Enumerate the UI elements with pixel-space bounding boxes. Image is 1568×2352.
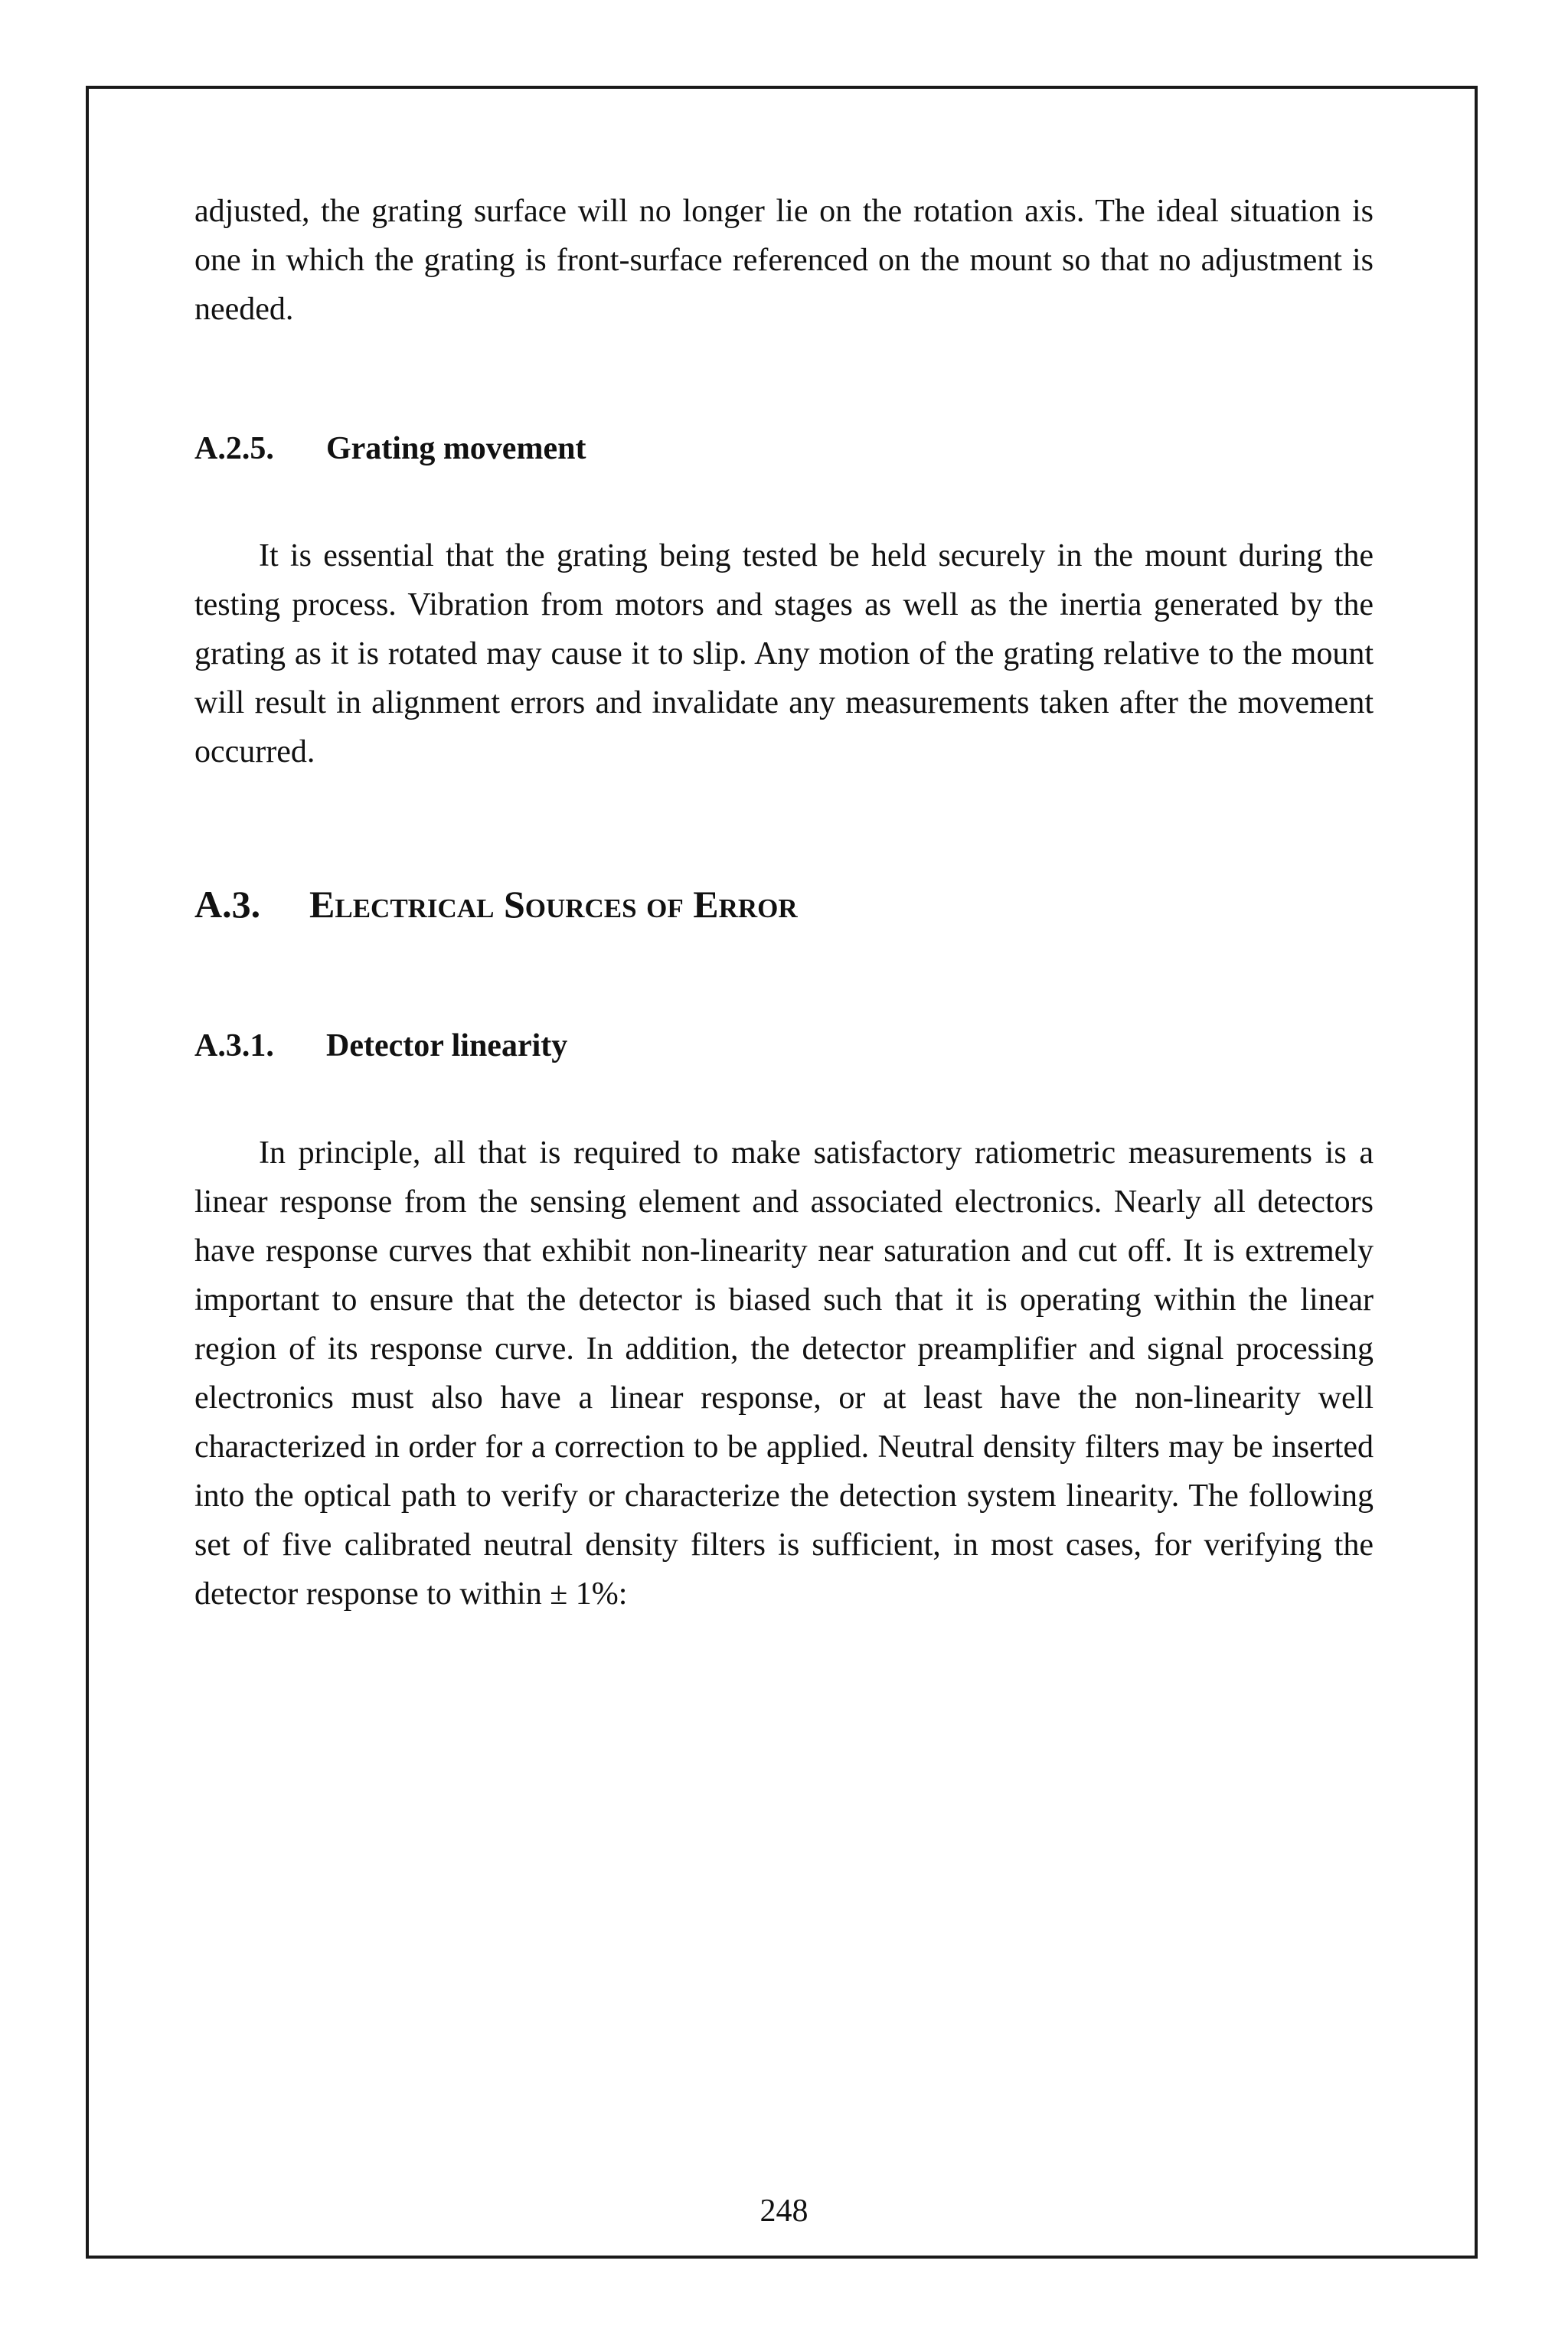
subsection-heading-detector-linearity [194,1021,1374,1070]
subsection-title: Detector linearity [326,1028,568,1063]
paragraph-detector-linearity: In principle, all that is required to make satisfactory ratiometric measurements is a linear response from the sensing element and associated electronics. Nearly all detectors have response curves that exhibit non-linearity near saturation and cut off. It is extremely important to ensure that the detector is biased such that it is operating within the linear region of its response curve. In addition, the detector preamplifier and signal processing electronics must also have a linear response, or at least have the non-linearity well characterized in order for a correction to be applied. Neutral density filters may be inserted into the optical path to verify or characterize the detection system linearity. The following set of five calibrated neutral density filters is sufficient, in most cases, for verifying the detector response to within ± 1%: [194,1135,1374,1612]
page-content [194,187,1374,1619]
subsection-heading-grating-movement [194,424,1374,473]
page-number: 248 [760,2194,808,2229]
paragraph-continuation: adjusted, the grating surface will no longer lie on the rotation axis. The ideal situation is one in which the grating is front-surface referenced on the mount so that no adjustment is needed. [194,194,1374,327]
section-title: Electrical Sources of Error [309,883,798,926]
subsection-title: Grating movement [326,431,586,466]
section-number: A.3. [194,883,261,926]
paragraph-grating-movement: It is essential that the grating being tested be held securely in the mount during the testing process. Vibration from motors and stages as well as the inertia generated by the grating as it is rotated may cause it to slip. Any motion of the grating relative to the mount will result in alignment errors and invalidate any measurements taken after the movement occurred. [194,538,1374,769]
section-heading-electrical-sources [194,877,1374,931]
subsection-number: A.2.5. [194,431,274,466]
subsection-number: A.3.1. [194,1028,274,1063]
